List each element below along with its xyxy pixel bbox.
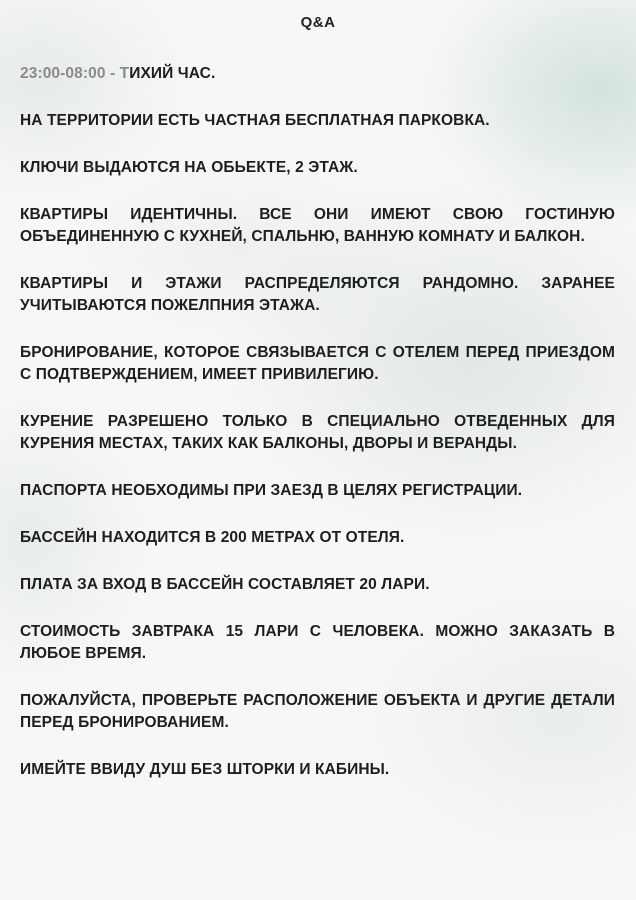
qa-item-quiet-hours bbox=[20, 63, 615, 85]
qa-item-pool-distance: БАССЕЙН НАХОДИТСЯ В 200 МЕТРАХ ОТ ОТЕЛЯ. bbox=[20, 529, 405, 546]
quiet-hours-time: 23:00-08:00 - Т bbox=[20, 65, 130, 82]
page-title: Q&A bbox=[300, 14, 336, 31]
quiet-hours-label: ИХИЙ ЧАС. bbox=[129, 65, 216, 82]
qa-list bbox=[20, 63, 615, 806]
qa-item-floors: КВАРТИРЫ И ЭТАЖИ РАСПРЕДЕЛЯЮТСЯ РАНДОМНО. ЗАРАНЕЕ УЧИТЫВАЮТСЯ ПОЖЕЛПНИЯ ЭТАЖА. bbox=[20, 275, 615, 314]
qa-item-keys: КЛЮЧИ ВЫДАЮТСЯ НА ОБЬЕКТЕ, 2 ЭТАЖ. bbox=[20, 159, 358, 176]
qa-item-breakfast: СТОИМОСТЬ ЗАВТРАКА 15 ЛАРИ С ЧЕЛОВЕКА. МОЖНО ЗАКАЗАТЬ В ЛЮБОЕ ВРЕМЯ. bbox=[20, 623, 615, 662]
qa-item-check-details: ПОЖАЛУЙСТА, ПРОВЕРЬТЕ РАСПОЛОЖЕНИЕ ОБЪЕКТА И ДРУГИЕ ДЕТАЛИ ПЕРЕД БРОНИРОВАНИЕМ. bbox=[20, 692, 615, 731]
qa-item-apartments: КВАРТИРЫ ИДЕНТИЧНЫ. ВСЕ ОНИ ИМЕЮТ СВОЮ ГОСТИНУЮ ОБЪЕДИНЕННУЮ С КУХНЕЙ, СПАЛЬНЮ, ВАННУЮ КОМНАТУ И БАЛКОН. bbox=[20, 206, 615, 245]
qa-item-passports: ПАСПОРТА НЕОБХОДИМЫ ПРИ ЗАЕЗД В ЦЕЛЯХ РЕГИСТРАЦИИ. bbox=[20, 482, 523, 499]
qa-item-pool-fee: ПЛАТА ЗА ВХОД В БАССЕЙН СОСТАВЛЯЕТ 20 ЛАРИ. bbox=[20, 576, 430, 593]
qa-item-smoking: КУРЕНИЕ РАЗРЕШЕНО ТОЛЬКО В СПЕЦИАЛЬНО ОТВЕДЕННЫХ ДЛЯ КУРЕНИЯ МЕСТАХ, ТАКИХ КАК БАЛКОНЫ, ДВОРЫ И ВЕРАНДЫ. bbox=[20, 413, 615, 452]
qa-item-parking: НА ТЕРРИТОРИИ ЕСТЬ ЧАСТНАЯ БЕСПЛАТНАЯ ПАРКОВКА. bbox=[20, 112, 490, 129]
qa-item-shower: ИМЕЙТЕ ВВИДУ ДУШ БЕЗ ШТОРКИ И КАБИНЫ. bbox=[20, 761, 390, 778]
qa-item-booking: БРОНИРОВАНИЕ, КОТОРОЕ СВЯЗЫВАЕТСЯ С ОТЕЛЕМ ПЕРЕД ПРИЕЗДОМ С ПОДТВЕРЖДЕНИЕМ, ИМЕЕТ ПРИВИЛЕГИЮ. bbox=[20, 344, 615, 383]
